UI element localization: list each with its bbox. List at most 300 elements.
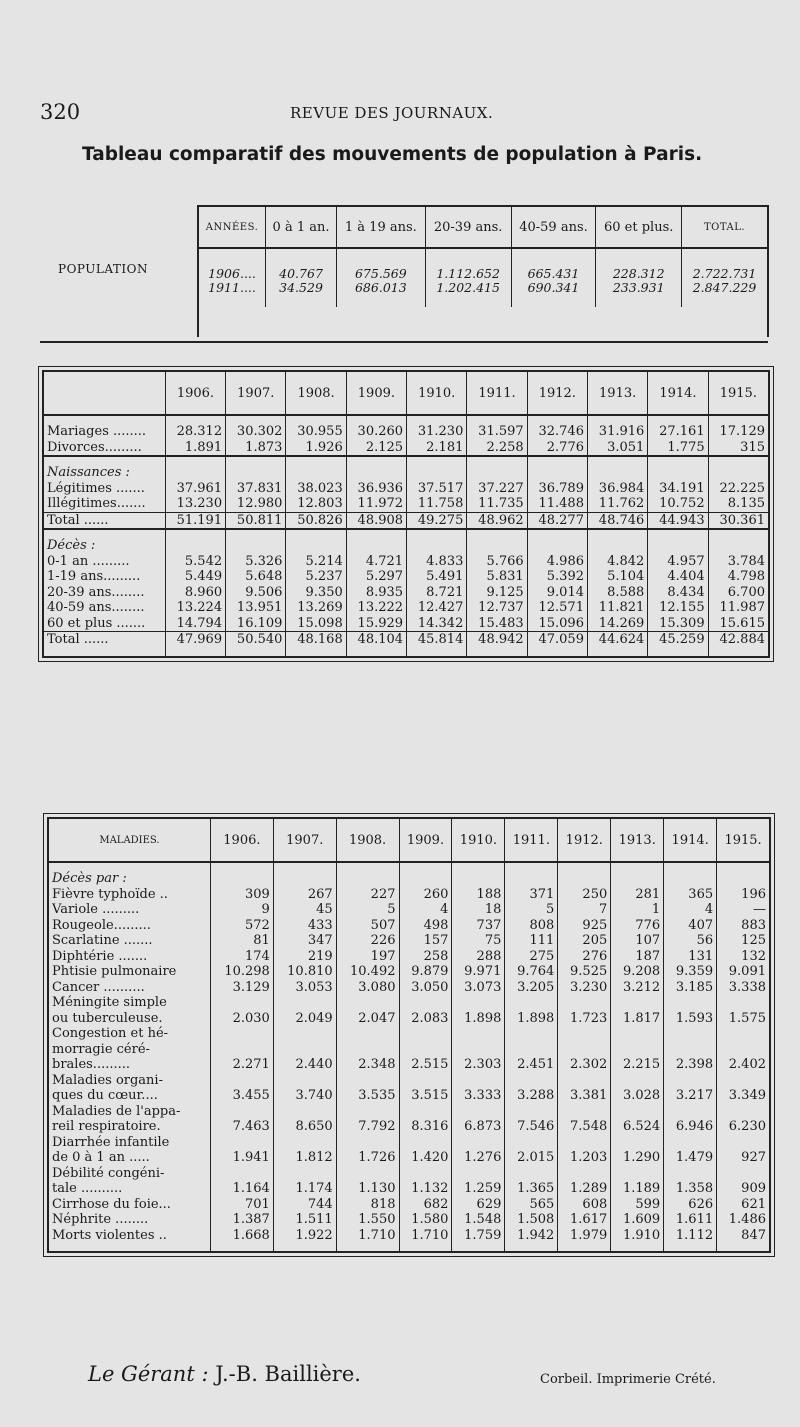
row-value: 4.842	[587, 554, 647, 570]
disease-value: 565	[505, 1197, 558, 1213]
population-column-header: 0 à 1 an.	[266, 207, 337, 248]
empty-cell	[708, 465, 768, 481]
disease-value: 5	[336, 902, 399, 918]
spacer-cell	[648, 415, 708, 424]
spacer-cell	[336, 1243, 399, 1251]
disease-row	[49, 1073, 769, 1104]
disease-value: 111	[505, 933, 558, 949]
row-label	[44, 496, 165, 512]
spacer-cell	[648, 529, 708, 538]
spacer-cell	[49, 862, 210, 871]
spacer-cell	[467, 415, 527, 424]
disease-value: 3.535	[336, 1073, 399, 1104]
row-value: 15.483	[467, 616, 527, 632]
disease-value: 1.486	[728, 1212, 766, 1227]
empty-cell	[664, 871, 717, 887]
journal-title: REVUE DES JOURNAUX.	[290, 104, 494, 122]
row-value: 47.059	[527, 632, 587, 648]
row-value: 47.969	[165, 632, 225, 648]
row-label-line: Total ......	[47, 512, 109, 528]
disease-value: 629	[452, 1197, 505, 1213]
table-title: Tableau comparatif des mouvements de population à Paris.	[82, 144, 703, 165]
disease-value: 227	[336, 887, 399, 903]
disease-value: 1.593	[664, 995, 717, 1026]
disease-value: 3.053	[273, 980, 336, 996]
row-value: 13.269	[286, 600, 346, 616]
year-header: 1913.	[611, 819, 664, 862]
population-value: 1.202.415	[436, 280, 500, 295]
disease-value: 275	[505, 949, 558, 965]
year-header: 1908.	[286, 372, 346, 415]
disease-value: 10.492	[336, 964, 399, 980]
disease-value: 3.333	[452, 1073, 505, 1104]
disease-value: 2.302	[558, 1026, 611, 1073]
empty-cell	[467, 465, 527, 481]
row-value: 48.962	[467, 512, 527, 529]
page-number: 320	[40, 100, 81, 124]
data-row	[44, 496, 768, 512]
data-row	[44, 440, 768, 457]
row-value: 3.051	[587, 440, 647, 457]
disease-label-line: Cirrhose du foie...	[52, 1196, 171, 1212]
disease-label	[49, 1026, 210, 1073]
disease-value: 7.548	[558, 1104, 611, 1135]
disease-label-line: Fièvre typhoïde ..	[52, 886, 168, 902]
population-cell	[596, 248, 682, 307]
spacer-cell	[558, 1243, 611, 1251]
year-header: 1909.	[346, 372, 406, 415]
disease-value: 10.810	[273, 964, 336, 980]
spacer-cell	[286, 648, 346, 656]
disease-row	[49, 933, 769, 949]
row-value: 45.259	[648, 632, 708, 648]
row-value: 5.491	[407, 569, 467, 585]
movements-table-box	[42, 370, 770, 658]
row-value: 11.762	[587, 496, 647, 512]
row-value: 51.191	[165, 512, 225, 529]
population-value: 228.312	[612, 266, 665, 281]
row-value: 15.929	[346, 616, 406, 632]
row-value: 48.908	[346, 512, 406, 529]
row-label	[44, 569, 165, 585]
row-value: 1.891	[165, 440, 225, 457]
disease-label	[49, 980, 210, 996]
row-label-line: 40-59 ans........	[47, 600, 145, 615]
population-value: 233.931	[612, 280, 665, 295]
data-row	[44, 600, 768, 616]
row-value: 11.821	[587, 600, 647, 616]
population-column-header: 40-59 ans.	[511, 207, 596, 248]
disease-value: 1.759	[452, 1228, 505, 1244]
disease-label-line: Néphrite ........	[52, 1212, 149, 1227]
disease-value: 309	[210, 887, 273, 903]
row-value: 5.831	[467, 569, 527, 585]
row-label-line: 0-1 an .........	[47, 553, 130, 569]
spacer-cell	[587, 529, 647, 538]
year-header: 1911.	[467, 372, 527, 415]
row-value: 50.826	[286, 512, 346, 529]
row-value: 37.961	[165, 481, 225, 497]
spacer-cell	[407, 415, 467, 424]
empty-cell	[346, 538, 406, 554]
disease-value: 925	[558, 918, 611, 934]
disease-value: 3.073	[452, 980, 505, 996]
disease-value: 1.259	[452, 1166, 505, 1197]
spacer-cell	[527, 415, 587, 424]
disease-label-line: Maladies organi-	[52, 1072, 163, 1088]
row-value: 8.434	[648, 585, 708, 601]
row-label	[44, 585, 165, 601]
population-column-header: 1 à 19 ans.	[337, 207, 426, 248]
spacer-cell	[273, 862, 336, 871]
disease-value: 1.710	[399, 1228, 452, 1244]
disease-value: 7.792	[336, 1104, 399, 1135]
disease-value: 8.316	[399, 1104, 452, 1135]
row-value: 15.098	[286, 616, 346, 632]
row-value: 4.833	[407, 554, 467, 570]
disease-value: 1.548	[452, 1212, 505, 1228]
row-label	[44, 632, 165, 648]
empty-cell	[399, 871, 452, 887]
disease-value: 1.898	[505, 995, 558, 1026]
disease-value: 498	[399, 918, 452, 934]
disease-value: 2.515	[399, 1026, 452, 1073]
spacer-cell	[467, 529, 527, 538]
spacer-cell	[708, 456, 768, 465]
population-value: 1.112.652	[436, 266, 500, 281]
row-value: 12.155	[648, 600, 708, 616]
population-value: 2.847.229	[692, 280, 757, 295]
disease-value: 6.873	[452, 1104, 505, 1135]
year-header: 1911.	[505, 819, 558, 862]
spacer-cell	[558, 862, 611, 871]
data-row	[44, 569, 768, 585]
disease-value: 1.130	[336, 1166, 399, 1197]
empty-cell	[708, 538, 768, 554]
row-value: 48.168	[286, 632, 346, 648]
disease-value: 9.525	[558, 964, 611, 980]
disease-value: 6.524	[611, 1104, 664, 1135]
disease-value: 9.208	[611, 964, 664, 980]
population-cell	[511, 248, 596, 307]
population-cell	[199, 248, 266, 307]
disease-value: 365	[664, 887, 717, 903]
row-value: 12.980	[226, 496, 286, 512]
spacer-row	[44, 529, 768, 538]
row-value: 8.135	[727, 496, 765, 511]
disease-value: 3.338	[728, 979, 766, 995]
row-value: 49.275	[407, 512, 467, 529]
population-table-box	[197, 205, 769, 337]
disease-label-line: Cancer ..........	[52, 979, 145, 995]
row-value: 5.392	[527, 569, 587, 585]
row-value: 13.230	[165, 496, 225, 512]
row-value: 17.129	[719, 424, 765, 439]
disease-label	[49, 887, 210, 903]
data-row	[44, 632, 768, 648]
empty-cell	[717, 871, 769, 887]
disease-value: 1.941	[210, 1135, 273, 1166]
disease-row	[49, 1135, 769, 1166]
year-header: 1907.	[226, 372, 286, 415]
disease-row	[49, 1166, 769, 1197]
disease-value: 599	[611, 1197, 664, 1213]
section-heading-row	[44, 538, 768, 554]
population-column-header: 60 et plus.	[596, 207, 682, 248]
section-heading-row	[44, 465, 768, 481]
maladies-table-box	[47, 817, 771, 1253]
row-value: 50.811	[226, 512, 286, 529]
row-value: 8.935	[346, 585, 406, 601]
disease-value: 2.015	[505, 1135, 558, 1166]
disease-label	[49, 1212, 210, 1228]
disease-value: 2.030	[210, 995, 273, 1026]
row-value: 2.776	[527, 440, 587, 457]
spacer-cell	[286, 415, 346, 424]
row-value: 10.752	[648, 496, 708, 512]
disease-value: 1.898	[452, 995, 505, 1026]
spacer-cell	[611, 1243, 664, 1251]
empty-cell	[648, 465, 708, 481]
empty-cell	[558, 871, 611, 887]
disease-label-line: Scarlatine .......	[52, 933, 153, 948]
disease-label-line: Diphtérie .......	[52, 948, 148, 964]
population-value: 1911....	[208, 280, 256, 295]
spacer-cell	[527, 648, 587, 656]
spacer-cell	[587, 415, 647, 424]
disease-value: 9.879	[399, 964, 452, 980]
disease-value: 1.723	[558, 995, 611, 1026]
row-value: 12.571	[527, 600, 587, 616]
row-label	[44, 512, 165, 529]
data-row	[44, 424, 768, 440]
row-value: 8.588	[587, 585, 647, 601]
row-value: 1.873	[226, 440, 286, 457]
spacer-cell	[399, 1243, 452, 1251]
row-value: 31.916	[587, 424, 647, 440]
row-value: 36.789	[527, 481, 587, 497]
disease-value: 1.575	[728, 1010, 766, 1026]
maladies-header: MALADIES.	[49, 819, 210, 862]
disease-value: 226	[336, 933, 399, 949]
population-cell	[682, 248, 767, 307]
row-value: 5.648	[226, 569, 286, 585]
disease-label-line: Congestion et hé-	[52, 1026, 169, 1041]
data-row	[44, 481, 768, 497]
spacer-cell	[273, 1243, 336, 1251]
disease-value: 1.289	[558, 1166, 611, 1197]
disease-value: 1.189	[611, 1166, 664, 1197]
spacer-row	[44, 415, 768, 424]
disease-value: 1.508	[505, 1212, 558, 1228]
row-value: 4.986	[527, 554, 587, 570]
disease-value: 56	[664, 933, 717, 949]
disease-row	[49, 1197, 769, 1213]
gerant-name: J.-B. Baillière.	[215, 1362, 361, 1386]
disease-value: 347	[273, 933, 336, 949]
section-heading: Naissances :	[44, 465, 165, 481]
disease-value: 1.174	[273, 1166, 336, 1197]
disease-value: 3.080	[336, 980, 399, 996]
disease-label-line: brales.........	[52, 1057, 130, 1072]
disease-label-line: Morts violentes ..	[52, 1227, 167, 1243]
population-table	[199, 207, 767, 307]
population-rule	[40, 341, 768, 343]
disease-label	[49, 1197, 210, 1213]
page-header	[40, 100, 760, 130]
disease-label	[49, 918, 210, 934]
spacer-cell	[226, 529, 286, 538]
disease-value: 808	[505, 918, 558, 934]
disease-label-line: Phtisie pulmonaire	[52, 964, 177, 979]
disease-value: 407	[664, 918, 717, 934]
disease-value: 4	[664, 902, 717, 918]
spacer-cell	[407, 456, 467, 465]
disease-value: 18	[452, 902, 505, 918]
row-label	[44, 554, 165, 570]
disease-value: 682	[399, 1197, 452, 1213]
spacer-row	[44, 648, 768, 656]
disease-value: 1.609	[611, 1212, 664, 1228]
disease-value: 1.420	[399, 1135, 452, 1166]
row-value: 30.361	[708, 512, 768, 529]
disease-value: 2.440	[273, 1026, 336, 1073]
disease-value: 9.971	[452, 964, 505, 980]
row-value: 2.258	[467, 440, 527, 457]
disease-value: 250	[558, 887, 611, 903]
disease-value: 3.515	[399, 1073, 452, 1104]
row-value: 11.488	[527, 496, 587, 512]
disease-value: 1.668	[210, 1228, 273, 1244]
disease-label-line: Variole .........	[52, 902, 140, 917]
population-value: 1906....	[208, 266, 256, 281]
spacer-cell	[336, 862, 399, 871]
row-value: 5.326	[226, 554, 286, 570]
empty-cell	[611, 871, 664, 887]
disease-row	[49, 1212, 769, 1228]
disease-label-line: de 0 à 1 an .....	[52, 1150, 150, 1165]
disease-value: 1.617	[558, 1212, 611, 1228]
disease-value: 9	[210, 902, 273, 918]
row-value: 13.224	[165, 600, 225, 616]
row-value: 2.181	[407, 440, 467, 457]
empty-cell	[210, 871, 273, 887]
empty-cell	[286, 538, 346, 554]
row-value: 13.951	[226, 600, 286, 616]
disease-value: 1	[611, 902, 664, 918]
disease-value: 3.185	[664, 980, 717, 996]
row-value: 15.615	[719, 615, 765, 631]
spacer-cell	[44, 648, 165, 656]
row-value: 44.624	[587, 632, 647, 648]
row-value: 28.312	[165, 424, 225, 440]
disease-value: 1.726	[336, 1135, 399, 1166]
disease-value: 3.455	[210, 1073, 273, 1104]
row-value: 31.597	[467, 424, 527, 440]
disease-value: 2.398	[664, 1026, 717, 1073]
population-column-header: TOTAL.	[682, 207, 767, 248]
empty-cell	[165, 465, 225, 481]
disease-value: 737	[452, 918, 505, 934]
disease-value: 75	[452, 933, 505, 949]
disease-value: 2.049	[273, 995, 336, 1026]
year-header: 1913.	[587, 372, 647, 415]
row-value: 38.023	[286, 481, 346, 497]
disease-value: 1.812	[273, 1135, 336, 1166]
disease-value: 260	[399, 887, 452, 903]
disease-value: 4	[399, 902, 452, 918]
disease-label-line: morragie céré-	[52, 1041, 150, 1057]
disease-value: 5	[505, 902, 558, 918]
row-value: 1.926	[286, 440, 346, 457]
spacer-cell	[346, 529, 406, 538]
empty-cell	[165, 538, 225, 554]
row-value: 14.794	[165, 616, 225, 632]
disease-value: 3.028	[611, 1073, 664, 1104]
row-value: 14.342	[407, 616, 467, 632]
disease-value: 572	[210, 918, 273, 934]
spacer-cell	[505, 862, 558, 871]
row-value: 30.955	[286, 424, 346, 440]
movements-label-header	[44, 372, 165, 415]
disease-value: 818	[336, 1197, 399, 1213]
disease-value: 7	[558, 902, 611, 918]
year-header: 1910.	[452, 819, 505, 862]
disease-value: 1.817	[611, 995, 664, 1026]
row-value: 37.227	[467, 481, 527, 497]
row-value: 36.984	[587, 481, 647, 497]
disease-value: 2.303	[452, 1026, 505, 1073]
year-header: 1910.	[407, 372, 467, 415]
empty-cell	[226, 538, 286, 554]
row-value: 15.096	[527, 616, 587, 632]
spacer-cell	[452, 1243, 505, 1251]
disease-value: 281	[611, 887, 664, 903]
disease-value: 196	[741, 886, 766, 902]
row-value: 32.746	[527, 424, 587, 440]
disease-label-line: reil respiratoire.	[52, 1119, 161, 1134]
spacer-cell	[467, 456, 527, 465]
spacer-cell	[165, 529, 225, 538]
spacer-cell	[210, 1243, 273, 1251]
empty-cell	[527, 538, 587, 554]
population-value: 665.431	[527, 266, 580, 281]
spacer-cell	[346, 648, 406, 656]
year-header: 1912.	[527, 372, 587, 415]
disease-label-line: Rougeole.........	[52, 917, 151, 933]
disease-row	[49, 1104, 769, 1135]
population-column-header: ANNÉES.	[199, 207, 266, 248]
disease-value: 701	[210, 1197, 273, 1213]
spacer-cell	[226, 415, 286, 424]
spacer-cell	[407, 529, 467, 538]
section-heading: Décès :	[44, 538, 165, 554]
disease-value: 1.611	[664, 1212, 717, 1228]
row-value: 50.540	[226, 632, 286, 648]
disease-row	[49, 980, 769, 996]
spacer-cell	[44, 415, 165, 424]
row-label-line: Illégitimes.......	[47, 496, 146, 511]
row-value: 315	[740, 439, 765, 455]
year-header: 1915.	[717, 819, 769, 862]
spacer-cell	[286, 529, 346, 538]
disease-value: 81	[210, 933, 273, 949]
row-value: 4.798	[727, 569, 765, 584]
spacer-cell	[44, 456, 165, 465]
disease-value: 6.946	[664, 1104, 717, 1135]
disease-value: 1.922	[273, 1228, 336, 1244]
disease-value: 2.215	[611, 1026, 664, 1073]
